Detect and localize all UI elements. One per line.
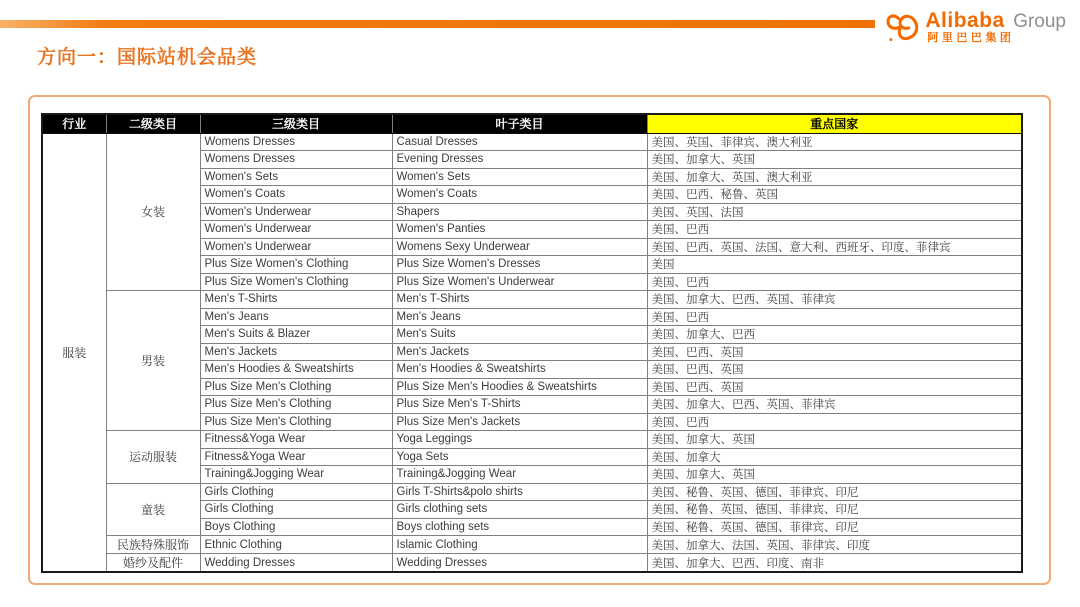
key-countries-cell: 美国、秘鲁、英国、德国、菲律宾、印尼 xyxy=(647,483,1022,501)
leaf-category-cell: Yoga Leggings xyxy=(392,431,647,449)
level3-category-cell: Men's T-Shirts xyxy=(200,291,392,309)
table-row xyxy=(42,554,1022,573)
key-countries-cell: 美国、巴西、秘鲁、英国 xyxy=(647,186,1022,204)
level3-category-cell: Women's Underwear xyxy=(200,238,392,256)
key-countries-cell: 美国、巴西、英国 xyxy=(647,343,1022,361)
key-countries-cell: 美国、英国、菲律宾、澳大利亚 xyxy=(647,133,1022,151)
table-row xyxy=(42,483,1022,501)
key-countries-cell: 美国、英国、法国 xyxy=(647,203,1022,221)
leaf-category-cell: Training&Jogging Wear xyxy=(392,466,647,484)
leaf-category-cell: Women's Coats xyxy=(392,186,647,204)
key-countries-cell: 美国、加拿大、巴西、印度、南非 xyxy=(647,554,1022,573)
header-level3-category: 三级类目 xyxy=(200,114,392,133)
key-countries-cell: 美国、加拿大、英国 xyxy=(647,466,1022,484)
leaf-category-cell: Plus Size Men's Hoodies & Sweatshirts xyxy=(392,378,647,396)
key-countries-cell: 美国、巴西、英国 xyxy=(647,378,1022,396)
table-header-row xyxy=(42,114,1022,133)
industry-cell: 服装 xyxy=(42,133,106,572)
leaf-category-cell: Wedding Dresses xyxy=(392,554,647,573)
table-panel xyxy=(28,95,1051,585)
key-countries-cell: 美国、秘鲁、英国、德国、菲律宾、印尼 xyxy=(647,501,1022,519)
level3-category-cell: Girls Clothing xyxy=(200,483,392,501)
leaf-category-cell: Plus Size Men's Jackets xyxy=(392,413,647,431)
key-countries-cell: 美国、加拿大、巴西、英国、菲律宾 xyxy=(647,291,1022,309)
top-accent-bar xyxy=(0,20,875,28)
key-countries-cell: 美国、巴西 xyxy=(647,273,1022,291)
key-countries-cell: 美国、巴西 xyxy=(647,413,1022,431)
key-countries-cell: 美国、加拿大、英国 xyxy=(647,431,1022,449)
level3-category-cell: Fitness&Yoga Wear xyxy=(200,448,392,466)
level3-category-cell: Plus Size Women's Clothing xyxy=(200,256,392,274)
key-countries-cell: 美国、巴西 xyxy=(647,308,1022,326)
key-countries-cell: 美国、加拿大、法国、英国、菲律宾、印度 xyxy=(647,536,1022,554)
key-countries-cell: 美国、加拿大、巴西 xyxy=(647,326,1022,344)
leaf-category-cell: Men's Jeans xyxy=(392,308,647,326)
leaf-category-cell: Men's Suits xyxy=(392,326,647,344)
level3-category-cell: Women's Sets xyxy=(200,168,392,186)
table-row xyxy=(42,536,1022,554)
level3-category-cell: Plus Size Men's Clothing xyxy=(200,378,392,396)
leaf-category-cell: Girls T-Shirts&polo shirts xyxy=(392,483,647,501)
key-countries-cell: 美国 xyxy=(647,256,1022,274)
logo-brand-text: Alibaba xyxy=(925,9,1005,32)
level3-category-cell: Ethnic Clothing xyxy=(200,536,392,554)
level2-category-cell: 男装 xyxy=(106,291,200,431)
key-countries-cell: 美国、巴西、英国 xyxy=(647,361,1022,379)
level3-category-cell: Womens Dresses xyxy=(200,151,392,169)
header-leaf-category: 叶子类目 xyxy=(392,114,647,133)
leaf-category-cell: Boys clothing sets xyxy=(392,518,647,536)
level3-category-cell: Women's Coats xyxy=(200,186,392,204)
leaf-category-cell: Plus Size Women's Dresses xyxy=(392,256,647,274)
level3-category-cell: Plus Size Men's Clothing xyxy=(200,413,392,431)
level3-category-cell: Girls Clothing xyxy=(200,501,392,519)
leaf-category-cell: Women's Panties xyxy=(392,221,647,239)
leaf-category-cell: Shapers xyxy=(392,203,647,221)
key-countries-cell: 美国、秘鲁、英国、德国、菲律宾、印尼 xyxy=(647,518,1022,536)
level2-category-cell: 婚纱及配件 xyxy=(106,554,200,573)
category-table xyxy=(41,113,1023,573)
level3-category-cell: Men's Jackets xyxy=(200,343,392,361)
leaf-category-cell: Men's Hoodies & Sweatshirts xyxy=(392,361,647,379)
table-row xyxy=(42,133,1022,151)
leaf-category-cell: Girls clothing sets xyxy=(392,501,647,519)
header-industry: 行业 xyxy=(42,114,106,133)
table-row xyxy=(42,291,1022,309)
level2-category-cell: 民族特殊服饰 xyxy=(106,536,200,554)
key-countries-cell: 美国、加拿大、巴西、英国、菲律宾 xyxy=(647,396,1022,414)
leaf-category-cell: Islamic Clothing xyxy=(392,536,647,554)
level3-category-cell: Men's Jeans xyxy=(200,308,392,326)
level3-category-cell: Plus Size Women's Clothing xyxy=(200,273,392,291)
logo-chinese-text: 阿里巴巴集团 xyxy=(927,32,1015,44)
logo-text xyxy=(925,10,1066,44)
leaf-category-cell: Womens Sexy Underwear xyxy=(392,238,647,256)
leaf-category-cell: Yoga Sets xyxy=(392,448,647,466)
level3-category-cell: Boys Clothing xyxy=(200,518,392,536)
leaf-category-cell: Plus Size Women's Underwear xyxy=(392,273,647,291)
header-level2-category: 二级类目 xyxy=(106,114,200,133)
table-row xyxy=(42,431,1022,449)
key-countries-cell: 美国、加拿大 xyxy=(647,448,1022,466)
leaf-category-cell: Women's Sets xyxy=(392,168,647,186)
level3-category-cell: Men's Hoodies & Sweatshirts xyxy=(200,361,392,379)
category-table-body xyxy=(42,133,1022,572)
level3-category-cell: Training&Jogging Wear xyxy=(200,466,392,484)
level2-category-cell: 运动服装 xyxy=(106,431,200,484)
key-countries-cell: 美国、加拿大、英国 xyxy=(647,151,1022,169)
logo-suffix-text: Group xyxy=(1013,11,1066,32)
header-key-countries: 重点国家 xyxy=(647,114,1022,133)
level2-category-cell: 童装 xyxy=(106,483,200,536)
leaf-category-cell: Men's Jackets xyxy=(392,343,647,361)
level3-category-cell: Womens Dresses xyxy=(200,133,392,151)
level3-category-cell: Men's Suits & Blazer xyxy=(200,326,392,344)
level3-category-cell: Fitness&Yoga Wear xyxy=(200,431,392,449)
level3-category-cell: Women's Underwear xyxy=(200,221,392,239)
leaf-category-cell: Men's T-Shirts xyxy=(392,291,647,309)
key-countries-cell: 美国、加拿大、英国、澳大利亚 xyxy=(647,168,1022,186)
level3-category-cell: Women's Underwear xyxy=(200,203,392,221)
level2-category-cell: 女装 xyxy=(106,133,200,291)
level3-category-cell: Plus Size Men's Clothing xyxy=(200,396,392,414)
key-countries-cell: 美国、巴西 xyxy=(647,221,1022,239)
level3-category-cell: Wedding Dresses xyxy=(200,554,392,573)
page-title: 方向一：国际站机会品类 xyxy=(37,47,258,68)
leaf-category-cell: Plus Size Men's T-Shirts xyxy=(392,396,647,414)
key-countries-cell: 美国、巴西、英国、法国、意大利、西班牙、印度、菲律宾 xyxy=(647,238,1022,256)
leaf-category-cell: Evening Dresses xyxy=(392,151,647,169)
alibaba-logo xyxy=(885,10,1066,47)
alibaba-logo-icon xyxy=(885,12,921,47)
leaf-category-cell: Casual Dresses xyxy=(392,133,647,151)
